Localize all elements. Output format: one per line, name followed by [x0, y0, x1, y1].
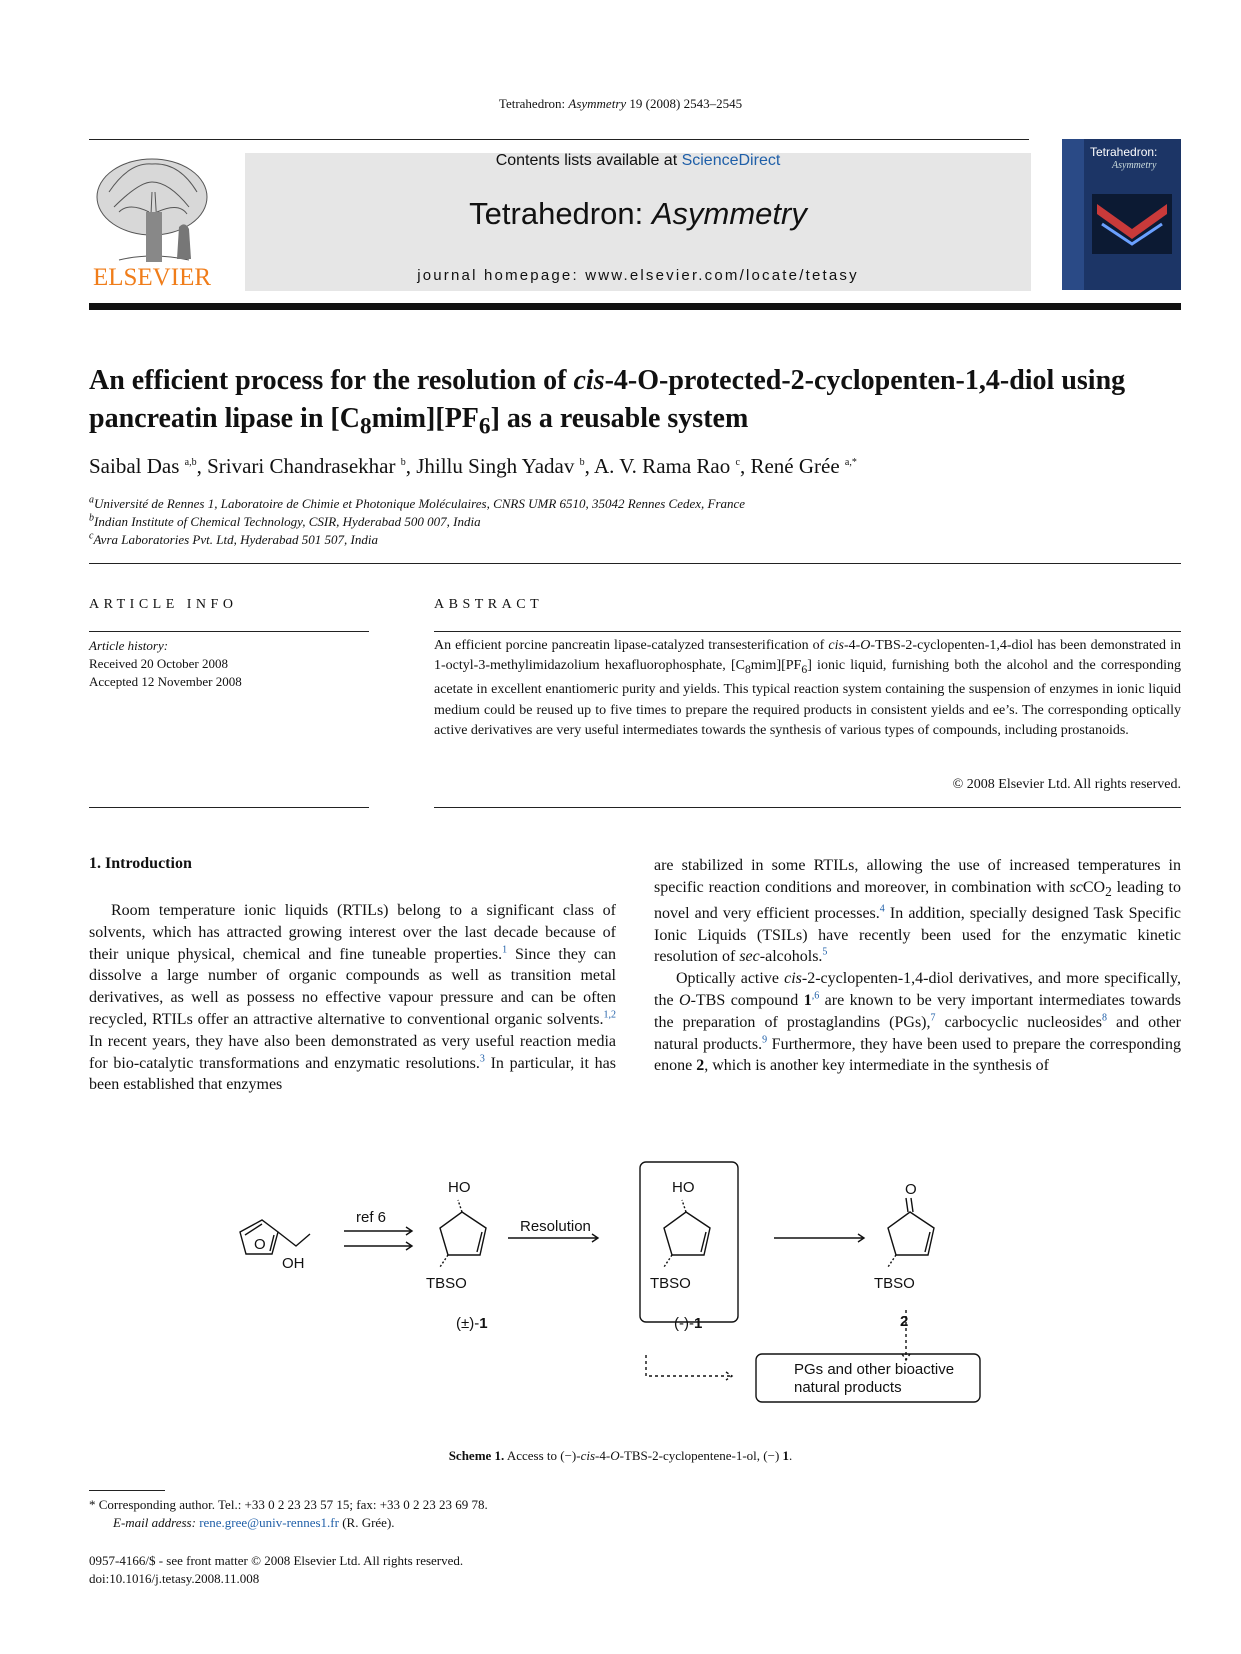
journal-homepage[interactable]: journal homepage: www.elsevier.com/locate/tetasy: [417, 267, 859, 284]
tbso-label: TBSO: [650, 1275, 691, 1292]
citation[interactable]: 5: [822, 947, 828, 959]
journal-title: Tetrahedron: Asymmetry: [469, 196, 807, 231]
affiliation: $^b$Indian Institute of Chemical Technology, CSIR, Hyderabad 500 007, India: [89, 512, 481, 529]
author[interactable]: A. V. Rama Rao $^c$: [593, 454, 740, 478]
issn-line: 0957-4166/$ - see front matter © 2008 Elsevier Ltd. All rights reserved.: [89, 1553, 464, 1568]
email-link[interactable]: rene.gree@univ-rennes1.fr: [199, 1515, 339, 1530]
article-info-rule: [89, 631, 369, 632]
citation[interactable]: 9: [762, 1034, 768, 1046]
reaction-scheme: [200, 1160, 1080, 1440]
citation[interactable]: 4: [879, 903, 885, 915]
cyclopentenone-ring: [888, 1212, 934, 1255]
citation[interactable]: 8: [1101, 1012, 1107, 1024]
abstract-rule: [434, 631, 1181, 632]
ketone-o-label: O: [905, 1181, 917, 1198]
ref6-label: ref 6: [356, 1209, 387, 1226]
cyclopentene-ring-minus: [664, 1212, 710, 1255]
compound-racemic-label: (±)-1: [456, 1315, 488, 1332]
article-title: An efficient process for the resolution of cis-4-O-protected-2-cyclopenten-1,4-diol using pancreatin lipase in $[C_8mim][PF_6]$ as a reusable system: [89, 365, 1126, 440]
abstract-heading: ABSTRACT: [434, 597, 544, 612]
ho-label: HO: [448, 1179, 471, 1196]
article-info-rule: [89, 807, 369, 808]
footnote-rule: [89, 1490, 165, 1491]
tbso-label: TBSO: [426, 1275, 467, 1292]
abstract-rule: [434, 807, 1181, 808]
abstract-text: An efficient porcine pancreatin lipase-catalyzed transesterification of cis-4-O-TBS-2-cyclopenten-1,4-diol has been demonstrated in 1-octyl-3-methylimidazolium hexafluorophosphate, $[C_8mim][PF_6]$ ionic liquid, furnishing both the alcohol and the corresponding acetate in excellent enantiomeric purity and yields. This typical reaction system containing the suspension of enzymes in ionic liquid medium could be reused up to five times to prepare the required products in consistent yields and ee’s. The corresponding optically active derivatives are very useful intermediates towards the synthesis of various types of compounds, including prostanoids.: [434, 638, 1181, 738]
contents-line: Contents lists available at ScienceDirect: [495, 152, 781, 169]
elsevier-logo: [89, 152, 215, 292]
compound-2-label: 2: [900, 1313, 909, 1330]
running-head: Tetrahedron: Asymmetry 19 (2008) 2543–2545: [498, 96, 743, 111]
box-text: PGs and other bioactive: [794, 1361, 955, 1378]
page-footer: [89, 1552, 463, 1588]
affiliation: $^c$Avra Laboratories Pvt. Ltd, Hyderabad 501 507, India: [89, 530, 378, 547]
cover-artwork-icon: [1092, 194, 1172, 254]
accepted-date: Accepted 12 November 2008: [89, 674, 242, 689]
author[interactable]: René Grée $^{a,*}$: [750, 454, 857, 478]
section-rule: [89, 563, 1181, 564]
abstract-copyright: © 2008 Elsevier Ltd. All rights reserved.: [952, 777, 1181, 792]
tbso-label: TBSO: [874, 1275, 915, 1292]
dashed-arrow-right: [646, 1355, 732, 1380]
article-history: Article history: Received 20 October 2008 Accepted 12 November 2008: [89, 638, 242, 689]
arrow-ref6: [344, 1227, 412, 1235]
author[interactable]: Srivari Chandrasekhar $^b$: [207, 454, 406, 478]
received-date: Received 20 October 2008: [89, 656, 228, 671]
journal-cover-thumbnail: [1062, 139, 1181, 290]
citation[interactable]: ,6: [811, 990, 820, 1002]
doi-line[interactable]: doi:10.1016/j.tetasy.2008.11.008: [89, 1571, 260, 1586]
elsevier-tree-icon: [89, 152, 215, 292]
resolution-label: Resolution: [520, 1218, 591, 1235]
elsevier-wordmark: ELSEVIER: [92, 264, 212, 291]
citation[interactable]: 1: [502, 944, 508, 956]
top-rule: [89, 139, 1029, 140]
intro-left-column: Room temperature ionic liquids (RTILs) belong to a significant class of solvents, which has attracted growing interest over the last decade because of their unique physical, chemical and fine tuneable properties.$^1$ Since they can dissolve a large number of organic compounds as well as transition metal derivatives, as well as possess no effective vapour pressure and can be often recycled, RTILs offer an attractive alternative to conventional organic solvents.$^{1,2}$ In recent years, they have also been demonstrated as very useful reaction media for bio-catalytic transformations and enzymatic resolutions.$^3$ In particular, it has been established that enzymes: [89, 902, 617, 1094]
citation[interactable]: 3: [479, 1053, 485, 1065]
box-text: natural products: [794, 1379, 902, 1396]
cover-title: Tetrahedron:: [1090, 145, 1158, 159]
header-thick-rule: [89, 303, 1181, 310]
ho-label: HO: [672, 1179, 695, 1196]
author[interactable]: Jhillu Singh Yadav $^b$: [416, 454, 585, 478]
oh-label: OH: [282, 1255, 305, 1272]
affiliation: $^a$Université de Rennes 1, Laboratoire de Chimie et Photonique Moléculaires, CNRS UMR 6510, 35042 Rennes Cedex, France: [89, 494, 746, 511]
author-list: Saibal Das $^{a,b}$, Srivari Chandrasekhar $^b$, Jhillu Singh Yadav $^b$, A. V. Rama Rao $^c$, René Grée $^{a,*}$: [89, 454, 857, 478]
arrow-oxidation: [774, 1234, 864, 1242]
intro-right-column: are stabilized in some RTILs, allowing the use of increased temperatures in specific reaction conditions and moreover, in combination with scCO$_2$ leading to novel and very efficient processes.$^4$ In addition, specially designed Task Specific Ionic Liquids (TSILs) have recently been used for the enzymatic kinetic resolution of sec-alcohols.$^5$ Optically active cis-2-cyclopenten-1,4-diol derivatives, and more specifically, the O-TBS compound 1$^{,6}$ are known to be very important intermediates towards the preparation of prostaglandins (PGs),$^7$ carbocyclic nucleosides$^8$ and other natural products.$^9$ Furthermore, they have been used to prepare the corresponding enone 2, which is another key intermediate in the synthesis of: [654, 857, 1182, 1075]
article-info-heading: ARTICLE INFO: [89, 597, 238, 612]
corresponding-author-footnote: * Corresponding author. Tel.: +33 0 2 23 23 57 15; fax: +33 0 2 23 23 69 78. E-mail address: rene.gree@univ-rennes1.fr (R. Grée).: [89, 1497, 488, 1530]
furan-oxygen-label: O: [254, 1236, 266, 1253]
scheme-drawing: [200, 1160, 1080, 1440]
hydroxymethyl-bond: [278, 1232, 310, 1246]
sciencedirect-link[interactable]: ScienceDirect: [681, 152, 781, 169]
cyclopentene-ring-racemic: [440, 1212, 486, 1255]
section-heading: 1. Introduction: [89, 855, 192, 872]
arrow-resolution: [508, 1234, 598, 1242]
author[interactable]: Saibal Das $^{a,b}$: [89, 454, 197, 478]
citation[interactable]: 7: [930, 1012, 936, 1024]
citation[interactable]: 1,2: [603, 1009, 616, 1021]
scheme-caption: Scheme 1. Access to (−)-cis-4-O-TBS-2-cyclopentene-1-ol, (−) 1.: [448, 1448, 793, 1463]
compound-minus-label: (-)-1: [674, 1315, 703, 1332]
cover-subtitle: Asymmetry: [1112, 160, 1157, 171]
